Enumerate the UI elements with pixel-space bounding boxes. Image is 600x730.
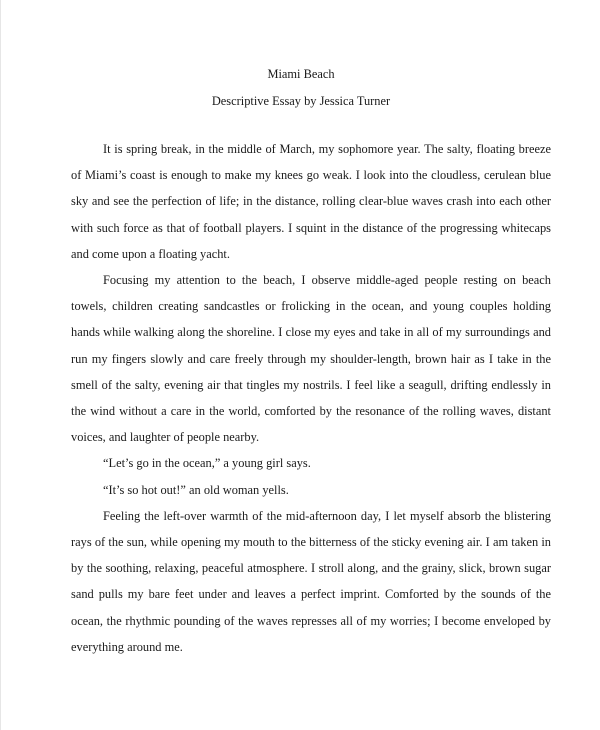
paragraph-5: Feeling the left-over warmth of the mid-afternoon day, I let myself absorb the blistering rays of the sun, while opening my mouth to the bitterness of the sticky evening air. I am taken in by the soothing, relaxing, peaceful atmosphere. I stroll along, and the grainy, slick, brown sugar sand pulls my bare feet under and leaves a perfect imprint. Comforted by the sounds of the ocean, the rhythmic pounding of the waves represses all of my worries; I become enveloped by everything around me. [71,508,551,654]
essay-title: Miami Beach [267,67,335,81]
paragraph-3-dialogue: “Let’s go in the ocean,” a young girl says. [103,456,311,471]
paragraph-4-dialogue: “It’s so hot out!” an old woman yells. [103,482,289,497]
essay-body [71,136,551,660]
paragraph-1: It is spring break, in the middle of March, my sophomore year. The salty, floating breeze of Miami’s coast is enough to make my knees go weak. I look into the cloudless, cerulean blue sky and see the perfection of life; in the distance, rolling clear-blue waves crash into each other with such force as that of football players. I squint in the distance of the progressing whitecaps and come upon a floating yacht. [71,142,551,261]
paragraph-2: Focusing my attention to the beach, I observe middle-aged people resting on beach towels, children creating sandcastles or frolicking in the ocean, and young couples holding hands while walking along the shoreline. I close my eyes and take in all of my surroundings and run my fingers slowly and care freely through my shoulder-length, brown hair as I take in the smell of the salty, evening air that tingles my nostrils. I feel like a seagull, drifting endlessly in the wind without a care in the world, comforted by the resonance of the rolling waves, distant voices, and laughter of people nearby. [71,273,551,445]
essay-subtitle: Descriptive Essay by Jessica Turner [211,94,391,108]
